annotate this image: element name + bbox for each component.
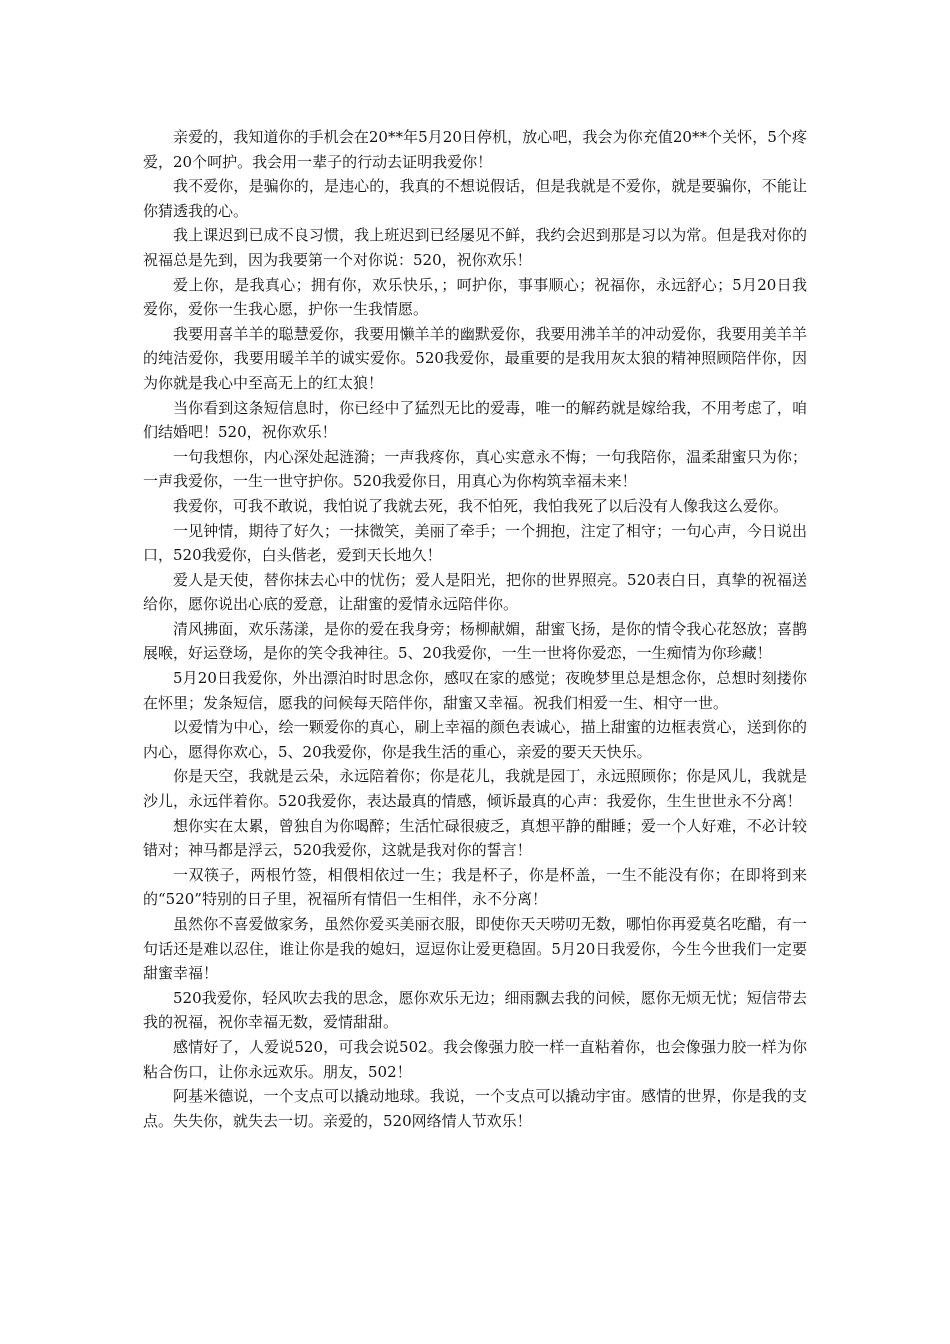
paragraph: 一句我想你，内心深处起涟漪；一声我疼你，真心实意永不悔；一句我陪你，温柔甜蜜只为你；一声我爱你，一生一世守护你。520我爱你日，用真心为你构筑幸福未来！ xyxy=(143,447,807,491)
paragraph: 亲爱的，我知道你的手机会在20**年5月20日停机，放心吧，我会为你充值20**个关怀，5个疼爱，20个呵护。我会用一辈子的行动去证明我爱你！ xyxy=(143,128,807,171)
paragraph: 一见钟情，期待了好久；一抹微笑，美丽了牵手；一个拥抱，注定了相守；一句心声，今日说出口，520我爱你，白头偕老，爱到天长地久！ xyxy=(143,521,807,565)
paragraph: 清风拂面，欢乐荡漾，是你的爱在我身旁；杨柳献媚，甜蜜飞扬，是你的情令我心花怒放；喜鹊展喉，好运登场，是你的笑令我神往。5、20我爱你，一生一世将你爱恋，一生痴情为你珍藏！ xyxy=(143,619,807,663)
paragraph: 520我爱你，轻风吹去我的思念，愿你欢乐无边；细雨飘去我的问候，愿你无烦无忧；短信带去我的祝福，祝你幸福无数，爱情甜甜。 xyxy=(143,988,807,1032)
paragraph: 感情好了，人爱说520，可我会说502。我会像强力胶一样一直粘着你，也会像强力胶一样为你粘合伤口，让你永远欢乐。朋友，502！ xyxy=(143,1037,807,1081)
paragraph: 爱上你，是我真心；拥有你，欢乐快乐，；呵护你，事事顺心；祝福你，永远舒心；5月20日我爱你，爱你一生我心愿，护你一生我情愿。 xyxy=(143,275,807,319)
paragraph: 虽然你不喜爱做家务，虽然你爱买美丽衣服，即使你天天唠叨无数，哪怕你再爱莫名吃醋，有一句话还是难以忍住，谁让你是我的媳妇，逗逗你让爱更稳固。5月20日我爱你，今生今世我们一定要甜蜜幸福！ xyxy=(143,915,807,983)
document-body xyxy=(143,125,807,1133)
paragraph: 我要用喜羊羊的聪慧爱你，我要用懒羊羊的幽默爱你，我要用沸羊羊的冲动爱你，我要用美羊羊的纯洁爱你，我要用暖羊羊的诚实爱你。520我爱你，最重要的是我用灰太狼的精神照顾陪伴你，因为你就是我心中至高无上的红太狼！ xyxy=(143,324,807,392)
paragraph: 想你实在太累，曾独自为你喝醉；生活忙碌很疲乏，真想平静的酣睡；爱一个人好难，不必计较错对；神马都是浮云，520我爱你，这就是我对你的誓言！ xyxy=(143,816,807,860)
paragraph: 当你看到这条短信息时，你已经中了猛烈无比的爱毒，唯一的解药就是嫁给我，不用考虑了，咱们结婚吧！520，祝你欢乐！ xyxy=(143,398,807,442)
paragraph: 你是天空，我就是云朵，永远陪着你；你是花儿，我就是园丁，永远照顾你；你是风儿，我就是沙儿，永远伴着你。520我爱你，表达最真的情感，倾诉最真的心声：我爱你，生生世世永不分离！ xyxy=(143,767,807,811)
paragraph: 以爱情为中心，绘一颗爱你的真心，刷上幸福的颜色表诚心，描上甜蜜的边框表赏心，送到你的内心，愿得你欢心，5、20我爱你，你是我生活的重心，亲爱的要天天快乐。 xyxy=(143,718,807,761)
paragraph: 5月20日我爱你，外出漂泊时时思念你，感叹在家的感觉；夜晚梦里总是想念你，总想时刻搂你在怀里；发条短信，愿我的问候每天陪伴你，甜蜜又幸福。祝我们相爱一生、相守一世。 xyxy=(143,669,807,712)
paragraph: 爱人是天使，替你抹去心中的忧伤；爱人是阳光，把你的世界照亮。520表白日，真挚的祝福送给你，愿你说出心底的爱意，让甜蜜的爱情永远陪伴你。 xyxy=(143,570,807,614)
paragraph: 一双筷子，两根竹签，相偎相依过一生；我是杯子，你是杯盖，一生不能没有你；在即将到来的“520”特别的日子里，祝福所有情侣一生相伴，永不分离！ xyxy=(143,865,807,909)
paragraph: 我不爱你，是骗你的，是违心的，我真的不想说假话，但是我就是不爱你，就是要骗你，不能让你猜透我的心。 xyxy=(143,177,807,220)
paragraph: 我爱你，可我不敢说，我怕说了我就去死，我不怕死，我怕我死了以后没有人像我这么爱你。 xyxy=(173,496,789,515)
paragraph: 阿基米德说，一个支点可以撬动地球。我说，一个支点可以撬动宇宙。感情的世界，你是我的支点。失失你，就失去一切。亲爱的，520网络情人节欢乐！ xyxy=(143,1087,807,1130)
paragraph: 我上课迟到已成不良习惯，我上班迟到已经屡见不鲜，我约会迟到那是习以为常。但是我对你的祝福总是先到，因为我要第一个对你说：520，祝你欢乐！ xyxy=(143,226,807,269)
